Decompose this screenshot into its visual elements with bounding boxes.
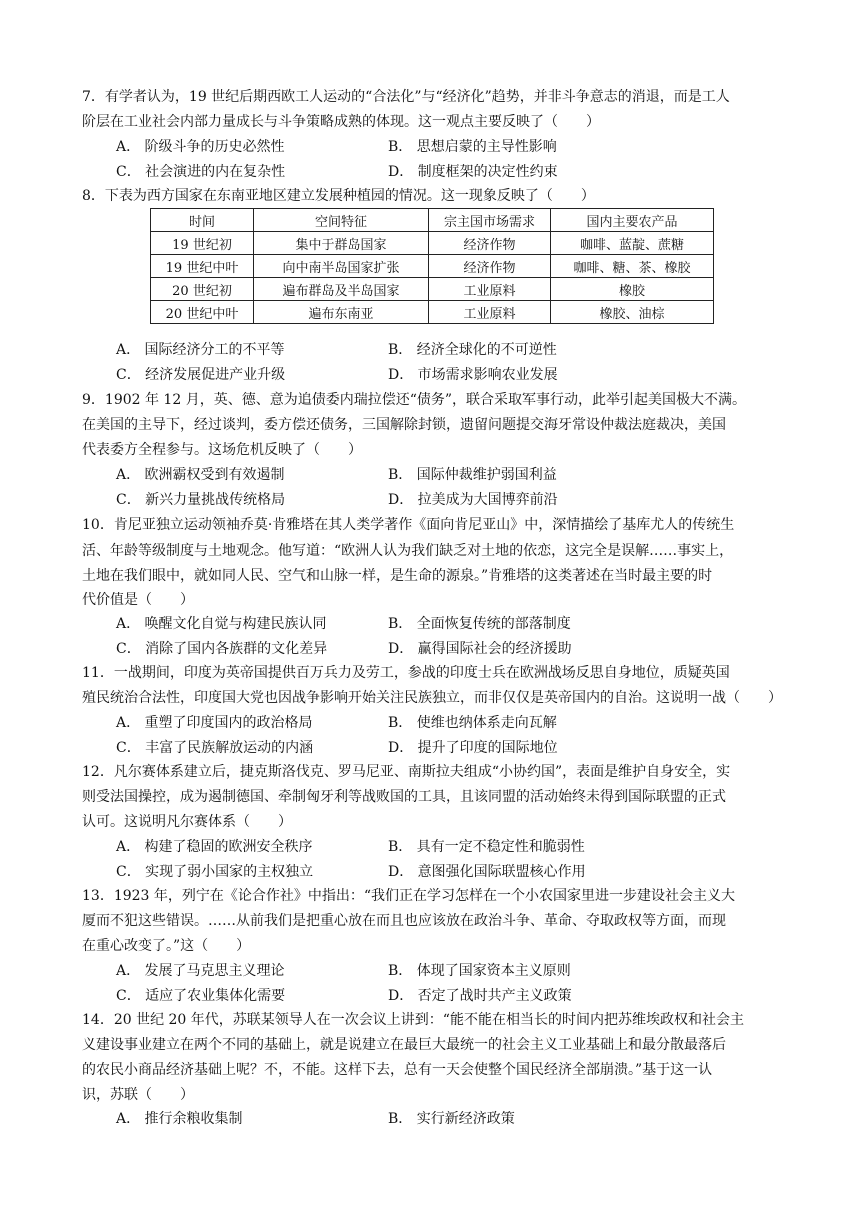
q13-option-b: B． 体现了国家资本主义原则	[388, 963, 571, 979]
q9-stem-line3: 代表委方全程参与。这场危机反映了（ ）	[82, 442, 362, 458]
table-cell: 橡胶	[551, 278, 714, 301]
q8-stem-line1: 8．下表为西方国家在东南亚地区建立发展种植园的情况。这一现象反映了（ ）	[82, 188, 595, 204]
table-header-cell: 空间特征	[254, 209, 429, 232]
table-cell: 遍布东南亚	[254, 301, 429, 324]
table-cell: 20 世纪初	[151, 278, 254, 301]
q8-table	[150, 208, 714, 324]
q14-stem-line3: 的农民小商品经济基础上呢？不，不能。这样下去，总有一天会使整个国民经济全部崩溃。”基于这一认	[82, 1062, 713, 1078]
table-cell: 20 世纪中叶	[151, 301, 254, 324]
q10-stem-line2: 活、年龄等级制度与土地观念。他写道：“欧洲人认为我们缺乏对土地的依恋，这完全是误解……事实上，	[82, 543, 734, 559]
q11-option-d: D． 提升了印度的国际地位	[388, 740, 558, 756]
table-cell: 咖啡、蓝靛、蔗糖	[551, 232, 714, 255]
q14-stem-line4: 识，苏联（ ）	[82, 1087, 194, 1103]
table-cell: 19 世纪中叶	[151, 255, 254, 278]
q11-option-b: B． 使维也纳体系走向瓦解	[388, 715, 557, 731]
q13-stem-line2: 厦而不犯这些错误。……从前我们是把重心放在而且也应该放在政治斗争、革命、夺取政权等方面，而现	[82, 913, 726, 929]
table-cell: 工业原料	[429, 278, 551, 301]
table-cell: 橡胶、油棕	[551, 301, 714, 324]
q12-option-b: B． 具有一定不稳定性和脆弱性	[388, 839, 585, 855]
q8-option-c: C． 经济发展促进产业升级	[116, 367, 286, 383]
q12-option-c: C． 实现了弱小国家的主权独立	[116, 864, 314, 880]
q12-stem-line3: 认可。这说明凡尔赛体系（ ）	[82, 814, 292, 830]
q8-option-b: B． 经济全球化的不可逆性	[388, 342, 557, 358]
q10-stem-line3: 土地在我们眼中，就如同人民、空气和山脉一样，是生命的源泉。”肯雅塔的这类著述在当时最主要的时	[82, 568, 713, 584]
q9-stem-line1: 9．1902 年 12 月，英、德、意为追债委内瑞拉偿还“债务”，联合采取军事行动，此举引起美国极大不满。	[82, 392, 747, 408]
table-cell: 向中南半岛国家扩张	[254, 255, 429, 278]
q9-option-b: B． 国际仲裁维护弱国利益	[388, 467, 557, 483]
table-header-row	[151, 209, 714, 232]
q7-option-b: B． 思想启蒙的主导性影响	[388, 139, 557, 155]
table-cell: 19 世纪初	[151, 232, 254, 255]
q10-option-b: B． 全面恢复传统的部落制度	[388, 616, 571, 632]
q11-stem-line2: 殖民统治合法性，印度国大党也因战争影响开始关注民族独立，而非仅仅是英帝国内的自治。这说明一战（ ）	[82, 690, 782, 706]
q13-option-c: C． 适应了农业集体化需要	[116, 988, 286, 1004]
q7-option-d: D． 制度框架的决定性约束	[388, 164, 558, 180]
table-header-cell: 时间	[151, 209, 254, 232]
q14-option-b: B． 实行新经济政策	[388, 1111, 515, 1127]
q7-option-a: A． 阶级斗争的历史必然性	[116, 139, 285, 155]
q10-option-d: D． 赢得国际社会的经济援助	[388, 641, 572, 657]
q13-stem-line3: 在重心改变了。”这（ ）	[82, 938, 251, 954]
q9-option-c: C． 新兴力量挑战传统格局	[116, 492, 286, 508]
table-header-cell: 国内主要农产品	[551, 209, 714, 232]
q8-option-d: D． 市场需求影响农业发展	[388, 367, 558, 383]
q13-stem-line1: 13．1923 年，列宁在《论合作社》中指出：“我们正在学习怎样在一个小农国家里进一步建设社会主义大	[82, 888, 736, 904]
q12-stem-line2: 则受法国操控，成为遏制德国、牵制匈牙利等战败国的工具，且该同盟的活动始终未得到国际联盟的正式	[82, 789, 726, 805]
q9-option-d: D． 拉美成为大国博弈前沿	[388, 492, 558, 508]
q11-stem-line1: 11．一战期间，印度为英帝国提供百万兵力及劳工，参战的印度士兵在欧洲战场反思自身地位，质疑英国	[82, 665, 730, 681]
q13-option-a: A． 发展了马克思主义理论	[116, 963, 285, 979]
q12-option-d: D． 意图强化国际联盟核心作用	[388, 864, 586, 880]
q11-option-a: A． 重塑了印度国内的政治格局	[116, 715, 313, 731]
table-cell: 经济作物	[429, 255, 551, 278]
table-header-cell: 宗主国市场需求	[429, 209, 551, 232]
q10-option-a: A． 唤醒文化自觉与构建民族认同	[116, 616, 327, 632]
q12-option-a: A． 构建了稳固的欧洲安全秩序	[116, 839, 313, 855]
table-cell: 咖啡、糖、茶、橡胶	[551, 255, 714, 278]
table-cell: 工业原料	[429, 301, 551, 324]
table-row	[151, 232, 714, 255]
q8-option-a: A． 国际经济分工的不平等	[116, 342, 285, 358]
q7-option-c: C． 社会演进的内在复杂性	[116, 164, 286, 180]
q7-stem-line1: 7．有学者认为，19 世纪后期西欧工人运动的“合法化”与“经济化”趋势，并非斗争意志的消退，而是工人	[82, 89, 730, 105]
q13-option-d: D． 否定了战时共产主义政策	[388, 988, 572, 1004]
q14-option-a: A． 推行余粮收集制	[116, 1111, 243, 1127]
table-row	[151, 278, 714, 301]
q10-stem-line4: 代价值是（ ）	[82, 592, 194, 608]
q11-option-c: C． 丰富了民族解放运动的内涵	[116, 740, 314, 756]
q10-stem-line1: 10．肯尼亚独立运动领袖乔莫·肯雅塔在其人类学著作《面向肯尼亚山》中，深情描绘了基库尤人的传统生	[82, 517, 735, 533]
q7-stem-line2: 阶层在工业社会内部力量成长与斗争策略成熟的体现。这一观点主要反映了（ ）	[82, 114, 600, 130]
q12-stem-line1: 12．凡尔赛体系建立后，捷克斯洛伐克、罗马尼亚、南斯拉夫组成“小协约国”，表面是维护自身安全，实	[82, 764, 731, 780]
q9-option-a: A． 欧洲霸权受到有效遏制	[116, 467, 285, 483]
q9-stem-line2: 在美国的主导下，经过谈判，委方偿还债务，三国解除封锁，遗留问题提交海牙常设仲裁法庭裁决，美国	[82, 417, 726, 433]
table-row	[151, 255, 714, 278]
table-cell: 遍布群岛及半岛国家	[254, 278, 429, 301]
q14-stem-line2: 义建设事业建立在两个不同的基础上，就是说建立在最巨大最统一的社会主义工业基础上和最分散最落后	[82, 1037, 726, 1053]
table-row	[151, 301, 714, 324]
table-cell: 集中于群岛国家	[254, 232, 429, 255]
q10-option-c: C． 消除了国内各族群的文化差异	[116, 641, 328, 657]
q14-stem-line1: 14．20 世纪 20 年代，苏联某领导人在一次会议上讲到：“能不能在相当长的时间内把苏维埃政权和社会主	[82, 1012, 744, 1028]
table-cell: 经济作物	[429, 232, 551, 255]
